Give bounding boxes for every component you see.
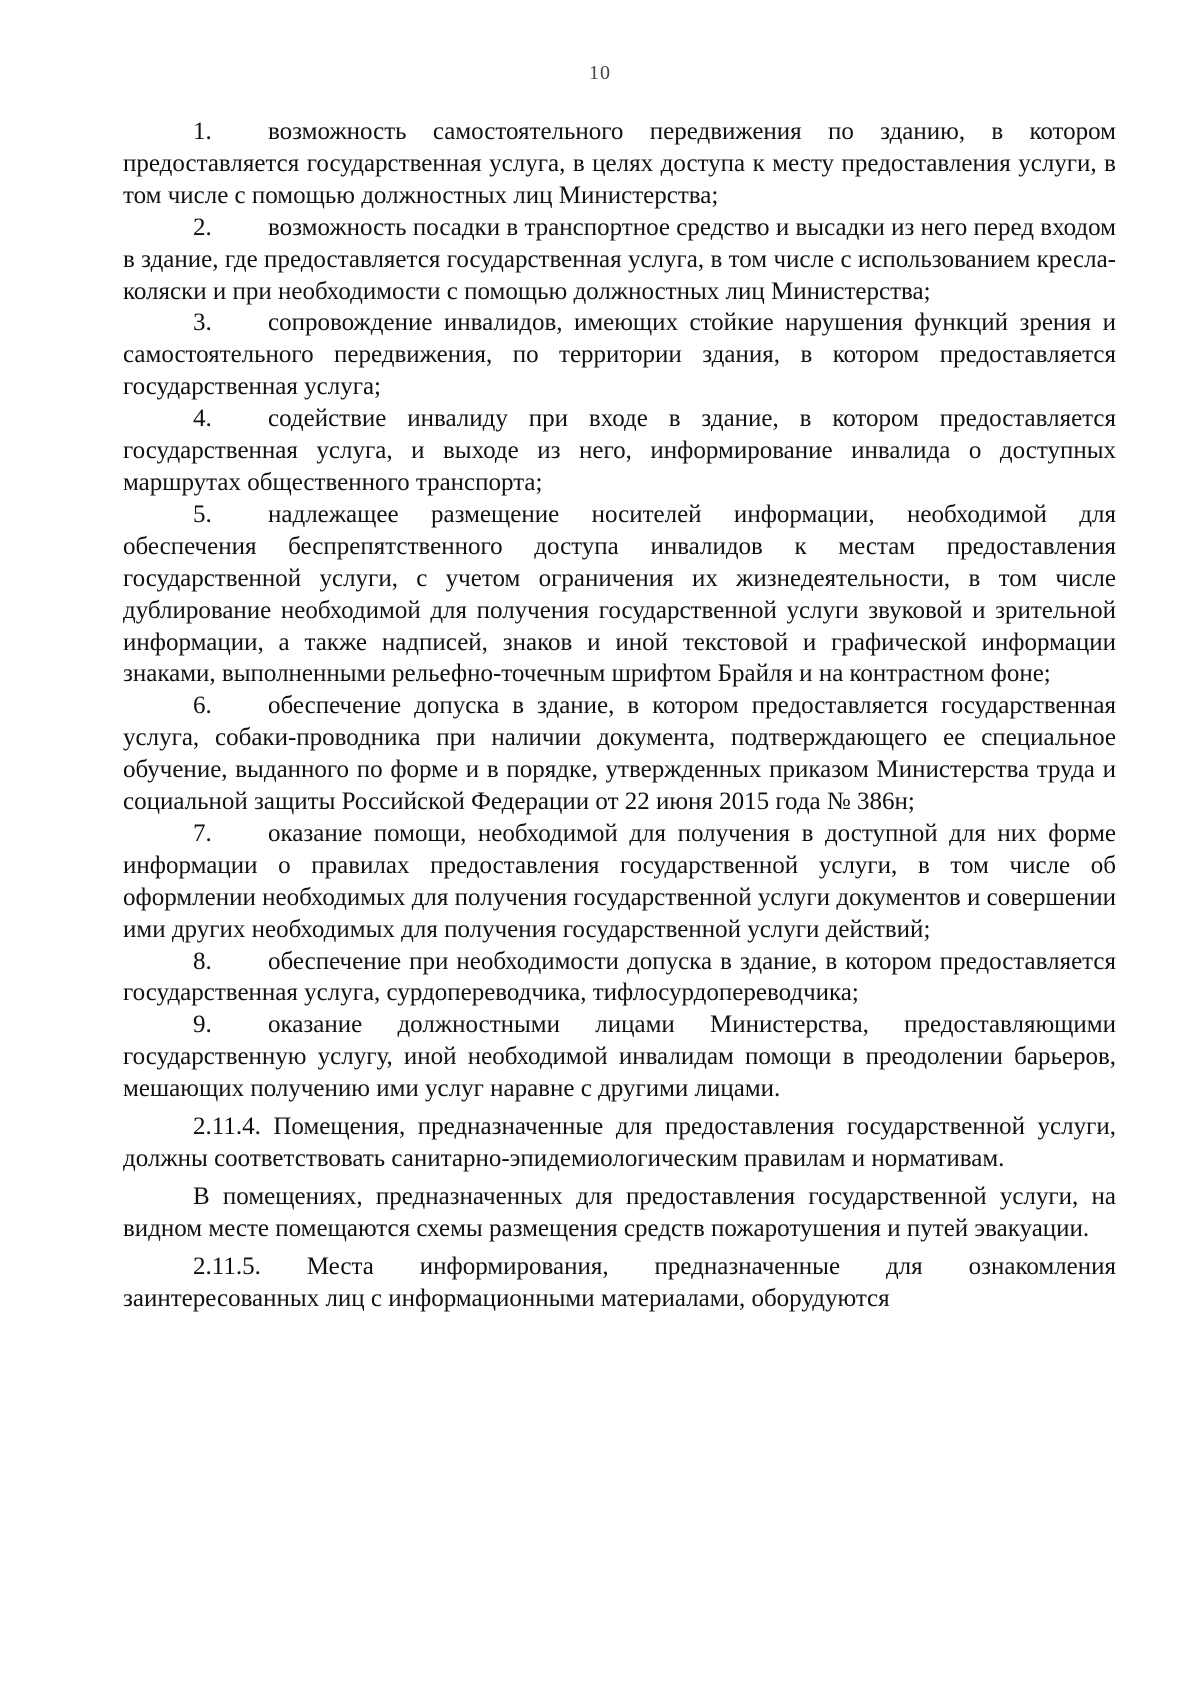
section-text: Помещения, предназначенные для предоставления государственной услуги, должны соответствовать санитарно-эпидемиологическим правилам и нормативам. [123, 1113, 1116, 1172]
list-item-4 [123, 403, 1116, 499]
list-item-number: 6. [193, 692, 212, 720]
list-item-number: 3. [193, 309, 212, 337]
list-item-text: надлежащее размещение носителей информации, необходимой для обеспечения беспрепятственного доступа инвалидов к местам предоставления государственной услуги, с учетом ограничения их жизнедеятельности, в том числе дублирование необходимой для получения государственной услуги звуковой и зрительной информации, а также надписей, знаков и иной текстовой и графической информации знаками, выполненными рельефно-точечным шрифтом Брайля и на контрастном фоне; [123, 500, 1116, 688]
list-item-6 [123, 690, 1116, 818]
list-item-text: содействие инвалиду при входе в здание, в котором предоставляется государственная услуга, и выходе из него, информирование инвалида о доступных маршрутах общественного транспорта; [123, 405, 1116, 496]
list-item-7 [123, 818, 1116, 946]
list-item-text: возможность самостоятельного передвижения по зданию, в котором предоставляется государственная услуга, в целях доступа к месту предоставления услуги, в том числе с помощью должностных лиц Министерства; [123, 118, 1116, 209]
list-item-number: 8. [193, 947, 212, 975]
list-item-8 [123, 946, 1116, 1010]
list-item-9 [123, 1009, 1116, 1105]
list-item-number: 7. [193, 819, 212, 847]
list-item-number: 1. [193, 118, 212, 145]
list-item-number: 2. [193, 213, 212, 241]
list-item-text: оказание помощи, необходимой для получения в доступной для них форме информации о правилах предоставления государственной услуги, в том числе об оформлении необходимых для получения государственной услуги документов и совершении ими других необходимых для получения государственной услуги действий; [123, 819, 1116, 943]
section-text: Места информирования, предназначенные для ознакомления заинтересованных лиц с информационными материалами, оборудуются [123, 1252, 1116, 1312]
list-item-5 [123, 499, 1116, 690]
list-item-text: оказание должностными лицами Министерства, предоставляющими государственную услугу, иной необходимой инвалидам помощи в преодолении барьеров, мешающих получению ими услуг наравне с другими лицами. [123, 1011, 1116, 1103]
section-2-11-4 [123, 1111, 1116, 1175]
section-number: 2.11.5. [193, 1252, 261, 1280]
list-item-text: возможность посадки в транспортное средство и высадки из него перед входом в здание, где предоставляется государственная услуга, в том числе с использованием кресла-коляски и при необходимости с помощью должностных лиц Министерства; [123, 213, 1116, 305]
list-item-number: 5. [193, 500, 212, 528]
placement-paragraph: В помещениях, предназначенных для предоставления государственной услуги, на видном месте помещаются схемы размещения средств пожаротушения и путей эвакуации. [123, 1182, 1116, 1242]
section-2-11-5 [123, 1251, 1116, 1315]
document-body [123, 116, 1116, 1315]
list-item-text: обеспечение при необходимости допуска в здание, в котором предоставляется государственная услуга, сурдопереводчика, тифлосурдопереводчика; [123, 947, 1116, 1007]
list-item-text: сопровождение инвалидов, имеющих стойкие нарушения функций зрения и самостоятельного передвижения, по территории здания, в котором предоставляется государственная услуга; [123, 309, 1116, 401]
list-item-3 [123, 307, 1116, 403]
section-number: 2.11.4. [193, 1113, 261, 1141]
list-item-1 [123, 116, 1116, 212]
page-number: 10 [589, 62, 611, 84]
list-item-text: обеспечение допуска в здание, в котором предоставляется государственная услуга, собаки-проводника при наличии документа, подтверждающего ее специальное обучение, выданного по форме и в порядке, утвержденных приказом Министерства труда и социальной защиты Российской Федерации от 22 июня 2015 года № 386н; [123, 692, 1116, 816]
list-item-2 [123, 212, 1116, 308]
list-item-number: 9. [193, 1011, 212, 1039]
list-item-number: 4. [193, 405, 212, 433]
